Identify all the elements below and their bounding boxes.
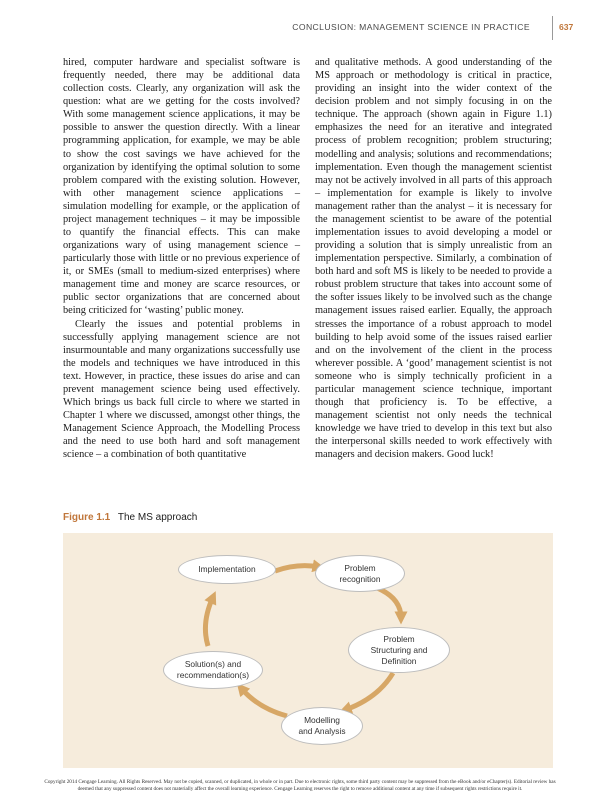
- paragraph: hired, computer hardware and specialist software is frequently needed, there may be additional data collection costs. Clearly, any organization will ask the question: what are we getting for the costs involved? With some management science applications, it may be possible to answer the question directly. With a linear programming application, for example, we may be able to show the cost savings we have achieved for the organization by identifying the optimal solution to some problem compared with the existing solution. However, with other management science applications – simulation modelling for example, or the application of project management techniques – it may be impossible to quantify the financial effects. This can make organizations wary of using management science – particularly those with little or no previous experience of it, or SMEs (small to medium-sized enterprises) where management time and money are scarce resources, or public sector organizations that are concerned about being criticized for ‘wasting’ public money.: [63, 57, 300, 317]
- node-problem-recognition: Problem recognition: [315, 555, 405, 592]
- node-modelling: Modelling and Analysis: [281, 707, 363, 745]
- right-column: [315, 56, 552, 461]
- left-column: [63, 56, 300, 461]
- copyright-footer: [30, 779, 570, 793]
- footer-line: deemed that any suppressed content does not materially affect the overall learning experience. Cengage Learning reserves the right to remove additional content at any time if subsequent rights restrictions require it.: [77, 786, 523, 792]
- node-solutions: Solution(s) and recommendation(s): [163, 651, 263, 689]
- arrow-structuring-to-modelling: [345, 673, 393, 710]
- page-number: 637: [559, 22, 574, 32]
- running-header: [0, 22, 600, 42]
- paragraph: and qualitative methods. A good understanding of the MS approach or methodology is critical in practice, providing an insight into the wider context of the decision problem and not simply focusing in on the technique. The approach (shown again in Figure 1.1) emphasizes the need for an iterative and integrated process of problem recognition; problem structuring; modelling and analysis; solutions and recommendations; implementation. Even though the management scientist may not be actively involved in all parts of this approach – implementation for example is likely to involve management rather than the analyst – it is necessary for the management scientist to be aware of the potential implementation issues to avoid developing a model or providing a solution that is simply unrealistic from an implementation perspective. Similarly, a combination of both hard and soft MS is likely to be needed to provide a robust problem structure that takes into account some of the softer issues likely to be involved such as the change management issues raised earlier. Equally, the approach stresses the importance of a robust approach to model building to help avoid some of the issues raised earlier and on the involvement of the client in the process wherever possible. A ‘good’ management scientist is not someone who is simply technically proficient in a particular management science technique, important though that proficiency is. To be effective, a management scientist not only needs the technical knowledge we have tried to develop in this text but also the interpersonal skills needed to work effectively with managers and decision makers. Good luck!: [315, 57, 552, 461]
- figure-diagram: [63, 533, 553, 768]
- paragraph: Clearly the issues and potential problems in successfully applying management science are not insurmountable and many organizations successfully use the models and techniques we have introduced in this text. However, in practice, these issues do arise and can prevent management science being used effectively. Which brings us back full circle to where we started in Chapter 1 where we discussed, amongst other things, the Management Science Approach, the Modelling Process and the need to use both hard and soft management science – a combination of both quantitative: [63, 318, 300, 461]
- arrow-implementation-to-recognition: [275, 566, 319, 571]
- arrow-modelling-to-solutions: [241, 688, 287, 716]
- node-problem-structuring: Problem Structuring and Definition: [348, 627, 450, 673]
- figure-caption: [63, 512, 197, 523]
- footer-line: Copyright 2014 Cengage Learning. All Rights Reserved. May not be copied, scanned, or duplicated, in whole or in part. Due to electronic rights, some third party content may be suppressed from the eBook and/or eChapter(s). Editorial review has: [44, 779, 556, 785]
- arrow-recognition-to-structuring: [377, 588, 401, 618]
- running-title: CONCLUSION: MANAGEMENT SCIENCE IN PRACTICE: [292, 22, 530, 32]
- header-divider: [552, 16, 553, 40]
- figure-title: The MS approach: [117, 512, 198, 523]
- node-implementation: Implementation: [178, 555, 276, 584]
- figure-label: Figure 1.1: [63, 512, 111, 523]
- arrow-solutions-to-implementation: [205, 597, 213, 646]
